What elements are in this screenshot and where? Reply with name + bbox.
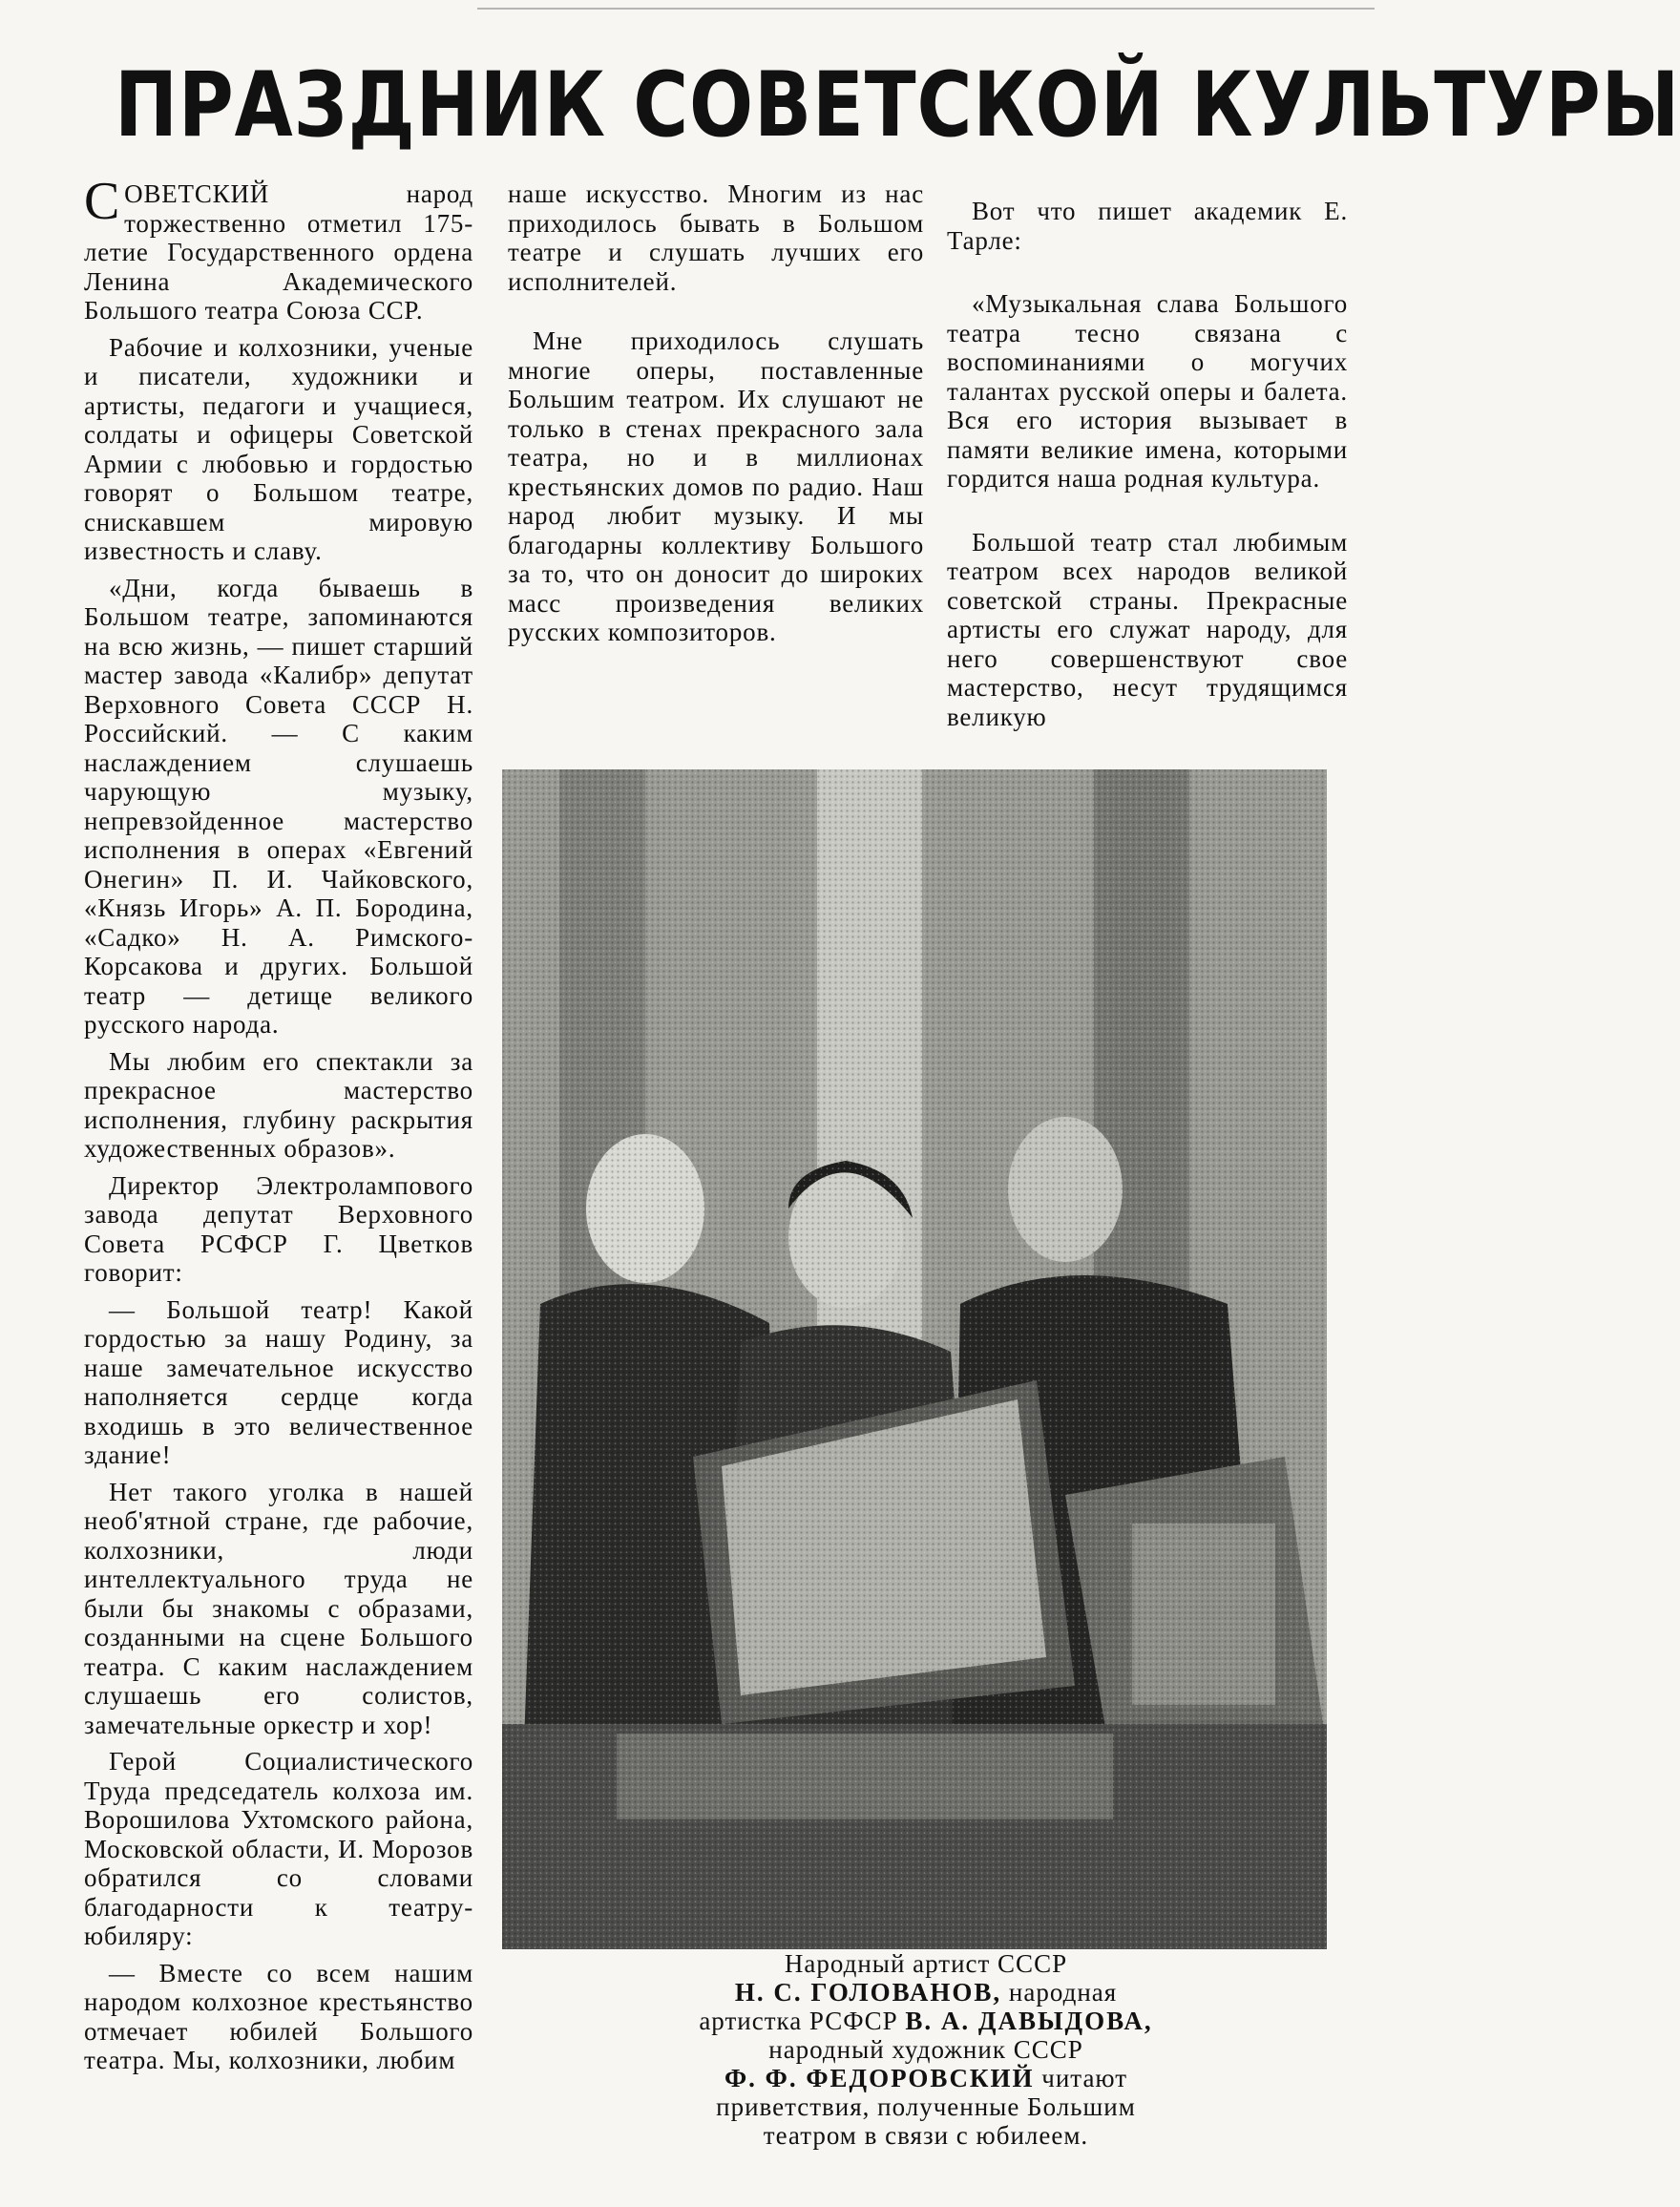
caption-line: [582, 2007, 1270, 2035]
photo-caption: [582, 1949, 1270, 2150]
col1-paragraph: — Вместе со всем нашим народом колхозное крестьянство отмечает юбилей Большого театра. Мы, колхозники, любим: [84, 1958, 473, 2074]
col1-paragraph: — Большой театр! Какой гордостью за нашу Родину, за наше замечательное искусство наполняется сердце когда входишь в это величественное здание!: [84, 1294, 473, 1469]
col2-paragraph: Мне приходилось слушать многие оперы, поставленные Большим театром. Их слушают не только в стенах прекрасного зала театра, но и в миллионах крестьянских домов по радио. Наш народ любит музыку. И мы благодарны коллективу Большого за то, что он доносит до широких масс произведения великих русских композиторов.: [508, 326, 924, 646]
col3-paragraph: «Музыкальная слава Большого театра тесно связана с воспоминаниями о могучих талантах русской оперы и балета. Вся его история вызывает в памяти великие имена, которыми гордится наша родная культура.: [947, 289, 1348, 493]
caption-line: народный художник СССР: [768, 2035, 1083, 2064]
group-photo: [502, 769, 1327, 1949]
caption-line: [582, 2064, 1270, 2092]
caption-text: народная: [1001, 1978, 1118, 2007]
col1-paragraph: Рабочие и колхозники, ученые и писатели, художники и артисты, педагоги и учащиеся, солдаты и офицеры Советской Армии с любовью и гордостью говорят о Большом театре, снискавшем мировую известность и славу.: [84, 332, 473, 565]
col1-paragraph: Директор Электролампового завода депутат Верховного Совета РСФСР Г. Цветков говорит:: [84, 1170, 473, 1287]
headline: ПРАЗДНИК СОВЕТСКОЙ КУЛЬТУРЫ: [115, 53, 1680, 158]
caption-name: Ф. Ф. ФЕДОРОВСКИЙ: [724, 2064, 1035, 2092]
col3-paragraph: Большой театр стал любимым театром всех народов великой советской страны. Прекрасные артисты его служат народу, для него совершенствуют свое мастерство, несут трудящимся великую: [947, 527, 1348, 731]
col2-paragraph: наше искусство. Многим из нас приходилось бывать в Большом театре и слушать лучших его исполнителей.: [508, 179, 924, 296]
col1-paragraph: Мы любим его спектакли за прекрасное мастерство исполнения, глубину раскрытия художественных образов».: [84, 1046, 473, 1163]
caption-line: театром в связи с юбилеем.: [763, 2121, 1089, 2150]
caption-name: В. А. ДАВЫДОВА,: [905, 2007, 1153, 2035]
col3-paragraph: Вот что пишет академик Е. Тарле:: [947, 197, 1348, 255]
caption-name: Н. С. ГОЛОВАНОВ,: [734, 1978, 1002, 2007]
caption-line: приветствия, полученные Большим: [716, 2092, 1136, 2121]
col1-paragraph: Герой Социалистического Труда председатель колхоза им. Ворошилова Ухтомского района, Московской области, И. Морозов обратился со словами благодарности к театру-юбиляру:: [84, 1747, 473, 1950]
column-3: [947, 197, 1348, 739]
caption-line: [582, 1978, 1270, 2007]
drop-cap: С: [84, 172, 121, 231]
caption-text: артистка РСФСР: [699, 2007, 906, 2035]
column-1: [84, 172, 473, 2083]
col1-p1-text: ОВЕТСКИЙ народ торжественно отметил 175-летие Государственного ордена Ленина Академического Большого театра Союза ССР.: [84, 179, 473, 325]
col1-paragraph: «Дни, когда бываешь в Большом театре, запоминаются на всю жизнь, — пишет старший мастер завода «Калибр» депутат Верховного Совета СССР Н. Российский. — С каким наслаждением слушаешь чарующую музыку, непревзойденное мастерство исполнения в операх «Евгений Онегин» П. И. Чайковского, «Князь Игорь» А. П. Бородина, «Садко» Н. А. Римского-Корсакова и других. Большой театр — детище великого русского народа.: [84, 573, 473, 1039]
column-2: [508, 179, 924, 655]
caption-text: читают: [1034, 2064, 1128, 2092]
top-rule: [477, 8, 1375, 10]
col1-paragraph: Нет такого уголка в нашей необ'ятной стране, где рабочие, колхозники, люди интеллектуального труда не были бы знакомы с образами, созданными на сцене Большого театра. С каким наслаждением слушаешь его солистов, замечательные оркестр и хор!: [84, 1477, 473, 1739]
caption-line: Народный артист СССР: [784, 1949, 1068, 1978]
col1-paragraph: [84, 172, 473, 326]
photo-illustration: [502, 769, 1327, 1949]
